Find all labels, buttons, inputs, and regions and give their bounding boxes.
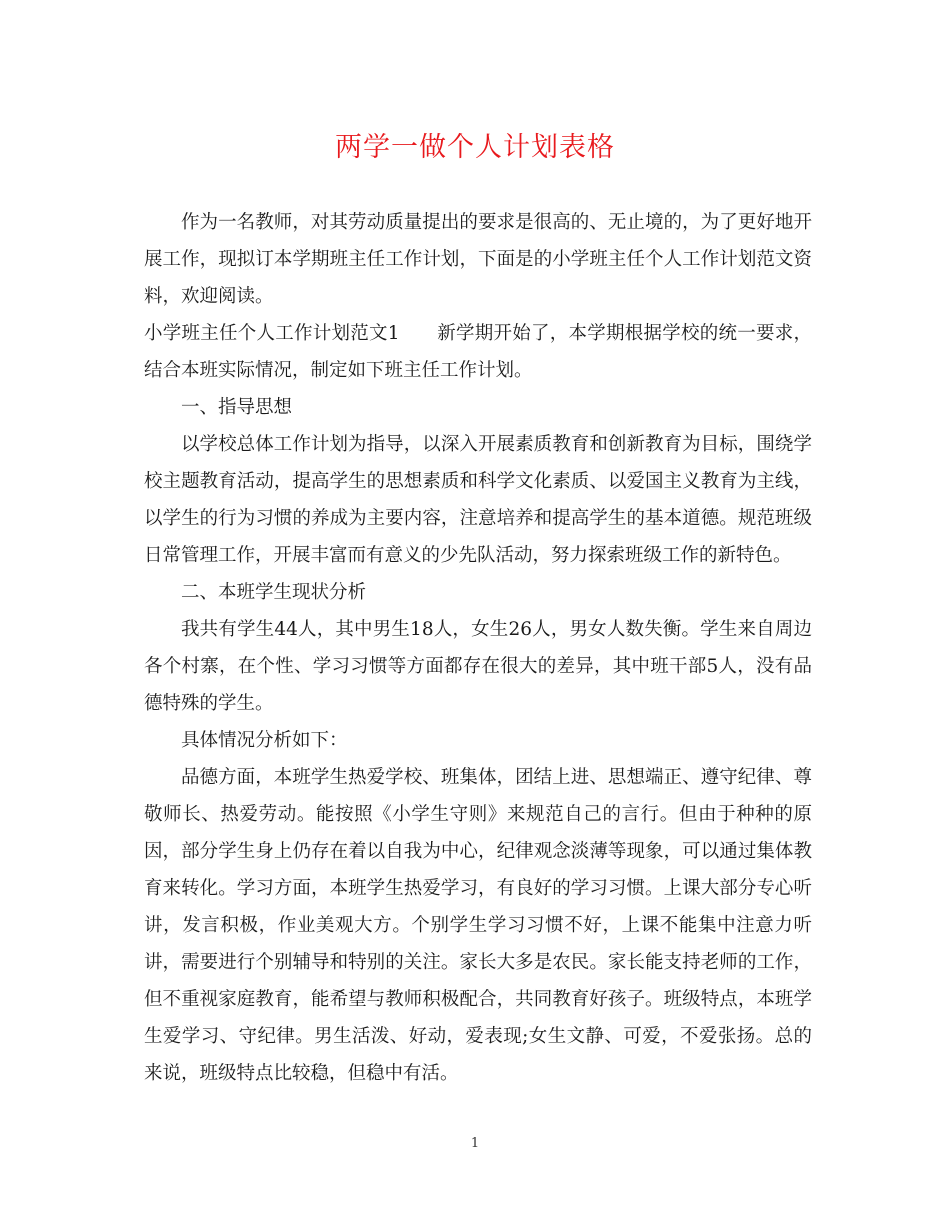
class-analysis-paragraph: 我共有学生44人，其中男生18人，女生26人，男女人数失衡。学生来自周边各个村寨，在个性、学习习惯等方面都存在很大的差异，其中班干部5人，没有品德特殊的学生。 — [144, 619, 812, 714]
analysis-details-paragraph: 品德方面，本班学生热爱学校、班集体，团结上进、思想端正、遵守纪律、尊敬师长、热爱劳动。能按照《小学生守则》来规范自己的言行。但由于种种的原因，部分学生身上仍存在着以自我为中心，纪律观念淡薄等现象，可以通过集体教育来转化。学习方面，本班学生热爱学习，有良好的学习习惯。上课大部分专心听讲，发言积极，作业美观大方。个别学生学习习惯不好，上课不能集中注意力听讲，需要进行个别辅导和特别的关注。家长大多是农民。家长能支持老师的工作，但不重视家庭教育，能希望与教师积极配合，共同教育好孩子。班级特点，本班学生爱学习、守纪律。男生活泼、好动，爱表现;女生文静、可爱，不爱张扬。总的来说，班级特点比较稳，但稳中有活。 — [144, 767, 812, 1084]
document-title: 两学一做个人计划表格 — [335, 132, 615, 163]
guiding-ideology-paragraph: 以学校总体工作计划为指导，以深入开展素质教育和创新教育为目标，围绕学校主题教育活动，提高学生的思想素质和科学文化素质、以爱国主义教育为主线，以学生的行为习惯的养成为主要内容，注意培养和提高学生的基本道德。规范班级日常管理工作，开展丰富而有意义的少先队活动，努力探索班级工作的新特色。 — [144, 434, 812, 566]
section-heading-guiding-ideology: 一、指导思想 — [181, 397, 293, 418]
page-number: 1 — [470, 1136, 480, 1151]
document-body — [144, 204, 812, 1092]
analysis-details-heading: 具体情况分析如下： — [181, 730, 348, 751]
sample-intro-paragraph: 小学班主任个人工作计划范文1 新学期开始了，本学期根据学校的统一要求，结合本班实际情况，制定如下班主任工作计划。 — [144, 323, 812, 381]
section-heading-class-analysis: 二、本班学生现状分析 — [181, 582, 367, 603]
intro-paragraph: 作为一名教师，对其劳动质量提出的要求是很高的、无止境的，为了更好地开展工作，现拟订本学期班主任工作计划，下面是的小学班主任个人工作计划范文资料，欢迎阅读。 — [144, 212, 812, 307]
